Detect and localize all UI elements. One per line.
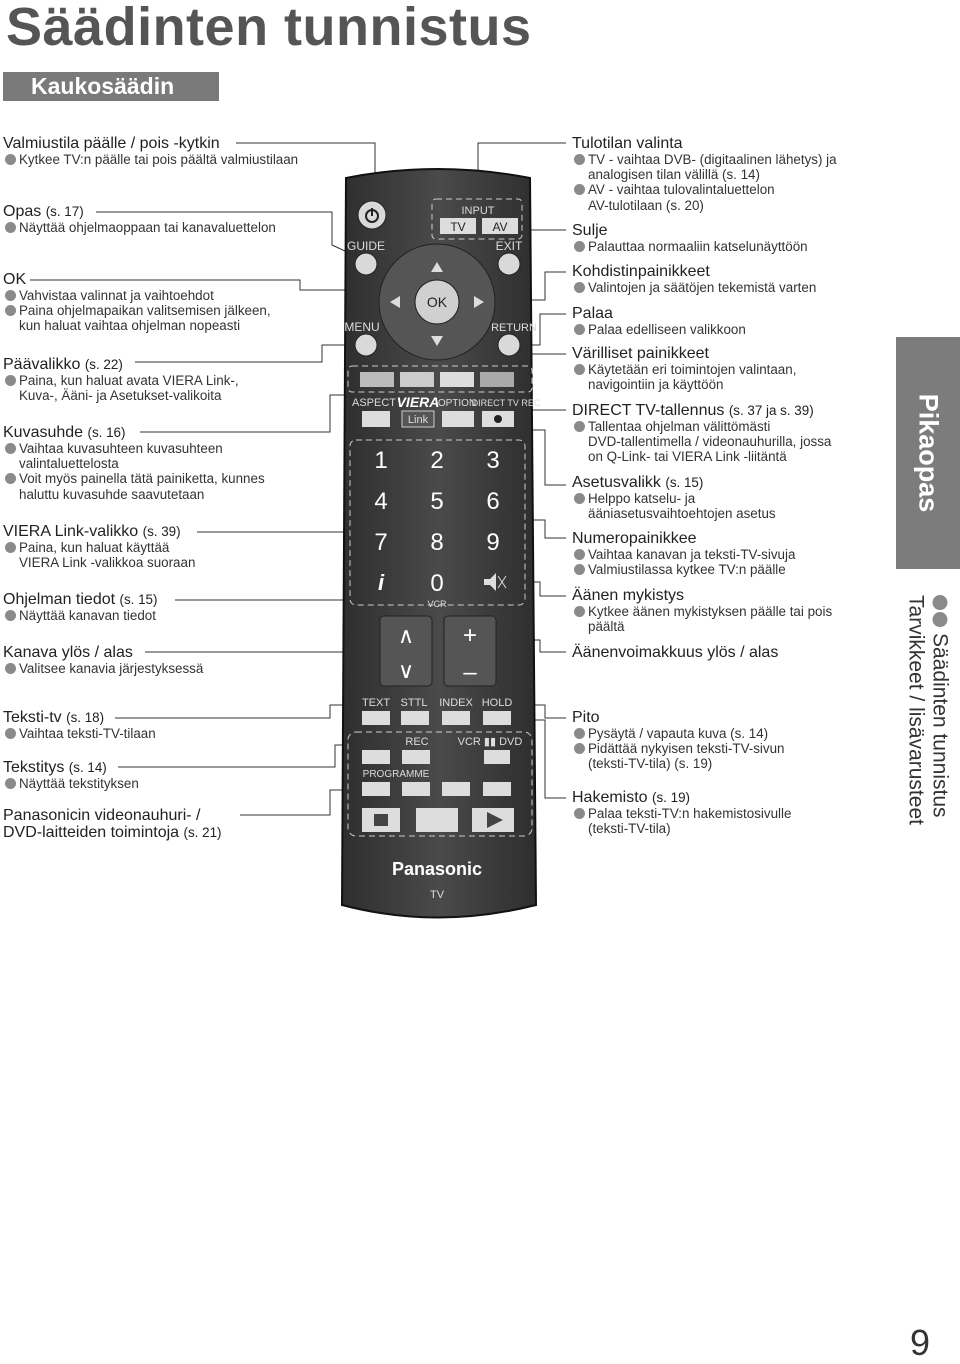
pause-button[interactable]	[416, 808, 458, 832]
bullet-line: Paina, kun haluat käyttää	[19, 540, 170, 555]
bullet-line: Paina, kun haluat avata VIERA Link-,	[19, 373, 239, 388]
red-button[interactable]	[360, 372, 394, 387]
input-label: INPUT	[461, 205, 495, 217]
direct-tv-rec-label: DIRECT TV REC	[471, 398, 541, 408]
page-reference: (s. 19)	[652, 790, 690, 805]
annotation-heading: Asetusvalikk	[572, 474, 661, 491]
text-label: TEXT	[361, 697, 391, 709]
index-label: INDEX	[439, 697, 473, 709]
digit-9-button[interactable]: 9	[486, 529, 500, 556]
annotation-heading: Sulje	[572, 222, 608, 239]
bullet-line: Vaihtaa kuvasuhteen kuvasuhteen	[19, 441, 223, 456]
annotation-heading: VIERA Link-valikko	[3, 523, 139, 540]
vcr-dvd-label: VCR ▮▮ DVD	[457, 736, 523, 748]
rec-button[interactable]	[402, 750, 430, 764]
return-button[interactable]	[498, 334, 520, 356]
annotation-heading: Ohjelman tiedot	[3, 591, 116, 608]
side-navigation	[905, 595, 952, 825]
green-button[interactable]	[400, 372, 434, 387]
programme-down-button[interactable]	[362, 782, 390, 796]
aspect-button[interactable]	[362, 411, 390, 427]
bullet-line: Näyttää ohjelmaoppaan tai kanavaluettelon	[19, 220, 276, 235]
sttl-label: STTL	[400, 697, 428, 709]
bullet-line: Valintojen ja säätöjen tekemistä varten	[588, 280, 817, 295]
page-reference: (s. 21)	[183, 825, 222, 840]
bullet-line: Vahvistaa valinnat ja vaihtoehdot	[19, 288, 214, 303]
page-reference: (s. 39)	[142, 524, 181, 539]
quick-guide-label: Pikaopas	[913, 393, 944, 513]
page-reference: (s. 22)	[84, 357, 123, 372]
page-number: 9	[910, 1322, 931, 1363]
zero-button[interactable]: 0	[430, 570, 444, 597]
viera-logo: VIERA	[396, 394, 440, 410]
bullet-line: Kytkee TV:n päälle tai pois päältä valmiustilaan	[19, 152, 299, 167]
channel-down-icon[interactable]: ∨	[397, 658, 415, 683]
aspect-label: ASPECT	[351, 397, 397, 409]
bullet-line: Voit myös painella tätä painiketta, kunnes	[19, 471, 265, 487]
link-label: Link	[407, 414, 429, 426]
programme-label: PROGRAMME	[362, 769, 430, 780]
menu-label: MENU	[344, 320, 380, 334]
ok-label: OK	[426, 294, 448, 310]
model-label: TV	[429, 889, 445, 901]
bullet-line: Pidättää nykyisen teksti-TV-sivun	[588, 741, 785, 757]
bullet-line: Käytetään eri toimintojen valintaan,	[588, 362, 797, 377]
panasonic-logo: Panasonic	[391, 859, 483, 879]
bullet-line: DVD-tallentimella / videonauhurilla, jossa	[588, 434, 832, 450]
digit-8-button[interactable]: 8	[430, 529, 444, 556]
page-reference: (s. 15)	[119, 592, 158, 607]
annotation-heading: Värilliset painikkeet	[572, 345, 709, 362]
bullet-line: Tallentaa ohjelman välittömästi	[588, 419, 771, 434]
exit-label: EXIT	[495, 239, 523, 253]
bullet-line: VIERA Link -valikkoa suoraan	[19, 555, 196, 571]
bullet-line: Valitsee kanavia järjestyksessä	[19, 661, 204, 676]
vcr-power-button[interactable]	[362, 750, 390, 764]
vcr-dvd-switch[interactable]	[484, 750, 510, 764]
stop-icon	[374, 814, 388, 826]
annotation-heading: Kanava ylös / alas	[3, 644, 133, 661]
bullet-line: TV - vaihtaa DVB- (digitaalinen lähetys) ja	[588, 152, 837, 167]
page-reference: (s. 37 ja s. 39)	[728, 403, 814, 418]
rec-label: REC	[405, 736, 429, 748]
annotation-heading: Panasonicin videonauhuri- /	[3, 807, 201, 824]
page-reference: (s. 14)	[68, 760, 107, 775]
bullet-line: valintaluettelosta	[19, 456, 119, 472]
page-title: Säädinten tunnistus	[6, 0, 532, 57]
option-label: OPTION	[437, 398, 477, 409]
bullet-line: analogisen tilan välillä (s. 14)	[588, 167, 760, 183]
annotation-heading: DVD-laitteiden toimintoja	[3, 824, 180, 841]
annotation-heading: DIRECT TV-tallennus	[572, 402, 725, 419]
programme-up-button[interactable]	[402, 782, 430, 796]
digit-7-button[interactable]: 7	[374, 529, 388, 556]
digit-3-button[interactable]: 3	[486, 447, 500, 474]
annotation-heading: OK	[3, 271, 27, 288]
fast-forward-button[interactable]	[483, 782, 511, 796]
bullet-line: on Q-Link- tai VIERA Link -liitäntä	[588, 449, 787, 465]
bullet-line: Vaihtaa kanavan ja teksti-TV-sivuja	[588, 547, 796, 562]
bullet-line: (teksti-TV-tila) (s. 19)	[588, 756, 713, 772]
annotation-heading: Päävalikko	[3, 356, 81, 373]
annotation-heading: Pito	[572, 709, 600, 726]
text-button[interactable]	[362, 711, 390, 725]
section-title: Kaukosäädin	[3, 72, 219, 101]
volume-up-icon[interactable]: +	[462, 622, 478, 649]
guide-label: GUIDE	[346, 239, 386, 253]
annotation-heading: Opas	[3, 203, 42, 220]
bullet-line: Helppo katselu- ja	[588, 491, 696, 506]
annotation-heading: Äänenvoimakkuus ylös / alas	[572, 644, 779, 661]
guide-button[interactable]	[355, 253, 377, 275]
blue-button[interactable]	[480, 372, 514, 387]
bullet-line: Vaihtaa teksti-TV-tilaan	[19, 726, 156, 741]
channel-up-icon[interactable]: ∧	[397, 623, 415, 648]
bullet-line: (teksti-TV-tila)	[588, 821, 671, 837]
annotation-heading: Palaa	[572, 305, 613, 322]
bullet-line: Pysäytä / vapauta kuva (s. 14)	[588, 726, 769, 741]
digit-2-button[interactable]: 2	[430, 447, 444, 474]
hold-label: HOLD	[481, 697, 513, 709]
annotation-heading: Numeropainikkee	[572, 530, 697, 547]
bullet-line: navigointiin ja käyttöön	[588, 377, 724, 393]
digit-6-button[interactable]: 6	[486, 488, 500, 515]
rewind-button[interactable]	[442, 782, 470, 796]
index-button[interactable]	[442, 711, 470, 725]
exit-button[interactable]	[498, 253, 520, 275]
av-label: AV	[492, 220, 508, 234]
annotation-heading: Hakemisto	[572, 789, 648, 806]
return-label: RETURN	[491, 322, 537, 334]
page-reference: (s. 16)	[87, 425, 126, 440]
annotation-heading: Kuvasuhde	[3, 424, 84, 441]
nav-current: Säädinten tunnistus	[928, 633, 952, 818]
menu-button[interactable]	[355, 334, 377, 356]
record-icon	[494, 415, 502, 423]
tv-label: TV	[450, 220, 466, 234]
bullet-line: ääniasetusvaihtoehtojen asetus	[588, 506, 776, 522]
annotation-heading: Äänen mykistys	[572, 587, 685, 604]
bullet-line: AV-tulotilaan (s. 20)	[588, 197, 704, 213]
annotation-heading: Tulotilan valinta	[572, 135, 683, 152]
bullet-line: haluttu kuvasuhde saavutetaan	[19, 486, 205, 502]
bullet-line: Kuva-, Ääni- ja Asetukset-valikoita	[19, 388, 222, 404]
volume-down-icon[interactable]: –	[463, 659, 477, 686]
info-icon[interactable]: i	[377, 570, 385, 595]
page-reference: (s. 15)	[665, 475, 704, 490]
page-reference: (s. 18)	[66, 710, 105, 725]
option-button[interactable]	[442, 411, 474, 427]
annotation-heading: Kohdistinpainikkeet	[572, 263, 710, 280]
sttl-button[interactable]	[401, 711, 429, 725]
annotation-heading: Teksti-tv	[3, 709, 62, 726]
bullet-line: Valmiustilassa kytkee TV:n päälle	[588, 562, 786, 578]
annotation-heading: Tekstitys	[3, 759, 65, 776]
digit-5-button[interactable]: 5	[430, 488, 444, 515]
digit-1-button[interactable]: 1	[374, 447, 388, 474]
vcr-label: VCR	[427, 599, 447, 609]
page-reference: (s. 17)	[45, 204, 84, 219]
nav-accessories: Tarvikkeet / lisävarusteet	[904, 595, 928, 825]
bullet-line: Paina ohjelmapaikan valitsemisen jälkeen,	[19, 303, 271, 319]
hold-button[interactable]	[483, 711, 511, 725]
annotation-heading: Valmiustila päälle / pois -kytkin	[3, 135, 220, 152]
active-dots-icon	[928, 595, 951, 629]
digit-4-button[interactable]: 4	[374, 488, 388, 515]
bullet-line: päältä	[588, 619, 625, 635]
bullet-line: Palaa edelliseen valikkoon	[588, 322, 746, 337]
yellow-button[interactable]	[440, 372, 474, 387]
bullet-line: Näyttää tekstityksen	[19, 776, 139, 791]
bullet-line: AV - vaihtaa tulovalintaluettelon	[588, 182, 775, 198]
bullet-line: Kytkee äänen mykistyksen päälle tai pois	[588, 604, 833, 619]
bullet-line: Palaa teksti-TV:n hakemistosivulle	[588, 806, 792, 821]
bullet-line: kun haluat vaihtaa ohjelman nopeasti	[19, 318, 241, 334]
bullet-line: Näyttää kanavan tiedot	[19, 608, 156, 623]
bullet-line: Palauttaa normaaliin katselunäyttöön	[588, 239, 808, 254]
